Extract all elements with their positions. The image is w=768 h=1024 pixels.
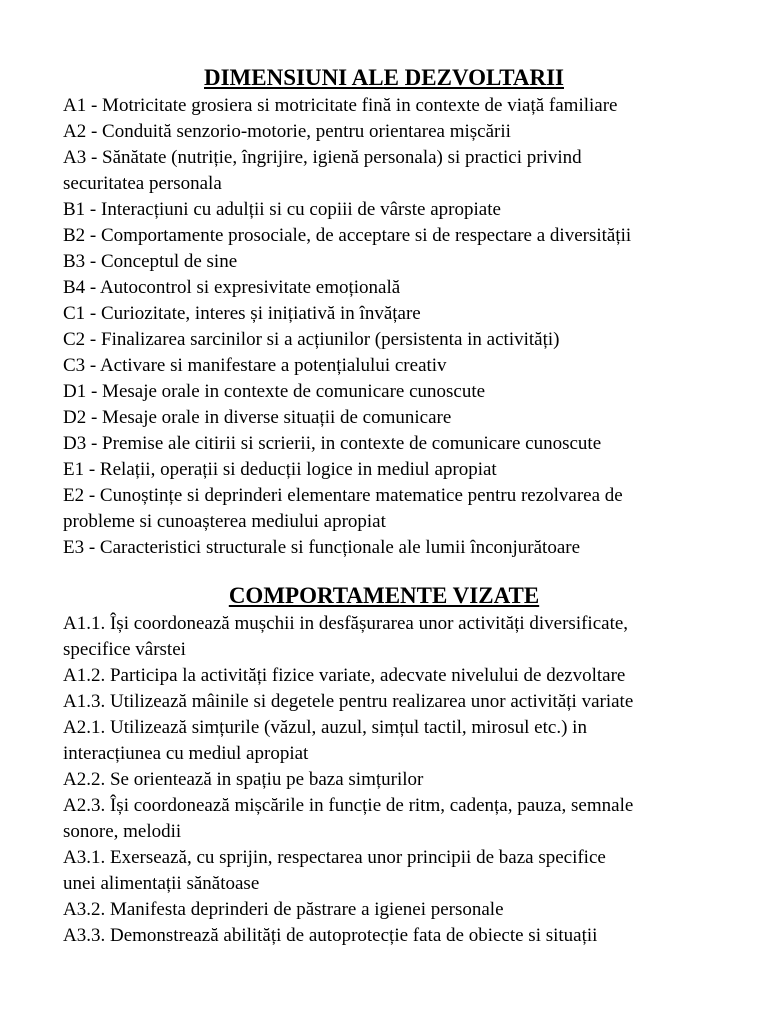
behavior-item <box>63 897 723 923</box>
list-item-line: A1.2. Participa la activități fizice variate, adecvate nivelului de dezvoltare <box>63 665 626 686</box>
list-item-line: A1.3. Utilizează mâinile si degetele pentru realizarea unor activități variate <box>63 691 634 712</box>
dimension-item <box>63 431 723 457</box>
list-item-line: A3.3. Demonstrează abilități de autoprotecție fata de obiecte si situații <box>63 925 598 946</box>
list-item-line: probleme si cunoașterea mediului apropiat <box>63 511 386 532</box>
dimension-item <box>63 301 723 327</box>
list-item-line: unei alimentații sănătoase <box>63 873 260 894</box>
list-item-line: interacțiunea cu mediul apropiat <box>63 743 309 764</box>
dimension-item <box>63 275 723 301</box>
list-item-line: sonore, melodii <box>63 821 182 842</box>
list-item-line: A3 - Sănătate (nutriție, îngrijire, igienă personala) si practici privind <box>63 147 582 168</box>
list-item-line: C1 - Curiozitate, interes și inițiativă in învățare <box>63 303 421 324</box>
list-item-line: B1 - Interacțiuni cu adulții si cu copiii de vârste apropiate <box>63 199 501 220</box>
list-item-line: securitatea personala <box>63 173 222 194</box>
dimension-item <box>63 535 723 561</box>
list-item-line: A2.1. Utilizează simțurile (văzul, auzul, simțul tactil, mirosul etc.) in <box>63 717 587 738</box>
dimension-item <box>63 327 723 353</box>
section-title-comportamente: COMPORTAMENTE VIZATE <box>228 583 540 608</box>
dimension-item <box>63 405 723 431</box>
behavior-item <box>63 715 723 767</box>
list-item-line: C3 - Activare si manifestare a potențialului creativ <box>63 355 447 376</box>
list-item-line: D3 - Premise ale citirii si scrierii, in contexte de comunicare cunoscute <box>63 433 602 454</box>
list-item-line: specifice vârstei <box>63 639 186 660</box>
behavior-item <box>63 663 723 689</box>
dimension-item <box>63 249 723 275</box>
dimensions-list <box>63 93 723 561</box>
list-item-line: D2 - Mesaje orale in diverse situații de comunicare <box>63 407 452 428</box>
list-item-line: A3.1. Exersează, cu sprijin, respectarea unor principii de baza specifice <box>63 847 606 868</box>
dimension-item <box>63 379 723 405</box>
list-item-line: E3 - Caracteristici structurale si funcționale ale lumii înconjurătoare <box>63 537 581 558</box>
dimension-item <box>63 457 723 483</box>
list-item-line: C2 - Finalizarea sarcinilor si a acțiunilor (persistenta in activități) <box>63 329 560 350</box>
list-item-line: E2 - Cunoștințe si deprinderi elementare matematice pentru rezolvarea de <box>63 485 623 506</box>
list-item-line: B2 - Comportamente prosociale, de acceptare si de respectare a diversității <box>63 225 632 246</box>
dimension-item <box>63 483 723 535</box>
behavior-item <box>63 923 723 949</box>
list-item-line: A3.2. Manifesta deprinderi de păstrare a igienei personale <box>63 899 504 920</box>
list-item-line: B3 - Conceptul de sine <box>63 251 238 272</box>
dimension-item <box>63 197 723 223</box>
behaviors-list <box>63 611 723 949</box>
list-item-line: A2.2. Se orientează in spațiu pe baza simțurilor <box>63 769 424 790</box>
behavior-item <box>63 689 723 715</box>
dimension-item <box>63 119 723 145</box>
behavior-item <box>63 767 723 793</box>
dimension-item <box>63 223 723 249</box>
list-item-line: D1 - Mesaje orale in contexte de comunicare cunoscute <box>63 381 486 402</box>
dimension-item <box>63 353 723 379</box>
list-item-line: A1.1. Își coordonează mușchii in desfășurarea unor activități diversificate, <box>63 613 629 634</box>
dimension-item <box>63 93 723 119</box>
list-item-line: E1 - Relații, operații si deducții logice in mediul apropiat <box>63 459 497 480</box>
list-item-line: B4 - Autocontrol si expresivitate emoțională <box>63 277 401 298</box>
list-item-line: A2 - Conduită senzorio-motorie, pentru orientarea mișcării <box>63 121 511 142</box>
section-title-dimensiuni: DIMENSIUNI ALE DEZVOLTARII <box>204 65 564 90</box>
behavior-item <box>63 793 723 845</box>
behavior-item <box>63 845 723 897</box>
behavior-item <box>63 611 723 663</box>
list-item-line: A1 - Motricitate grosiera si motricitate fină in contexte de viață familiare <box>63 95 618 116</box>
list-item-line: A2.3. Își coordonează mișcările in funcție de ritm, cadența, pauza, semnale <box>63 795 634 816</box>
dimension-item <box>63 145 723 197</box>
